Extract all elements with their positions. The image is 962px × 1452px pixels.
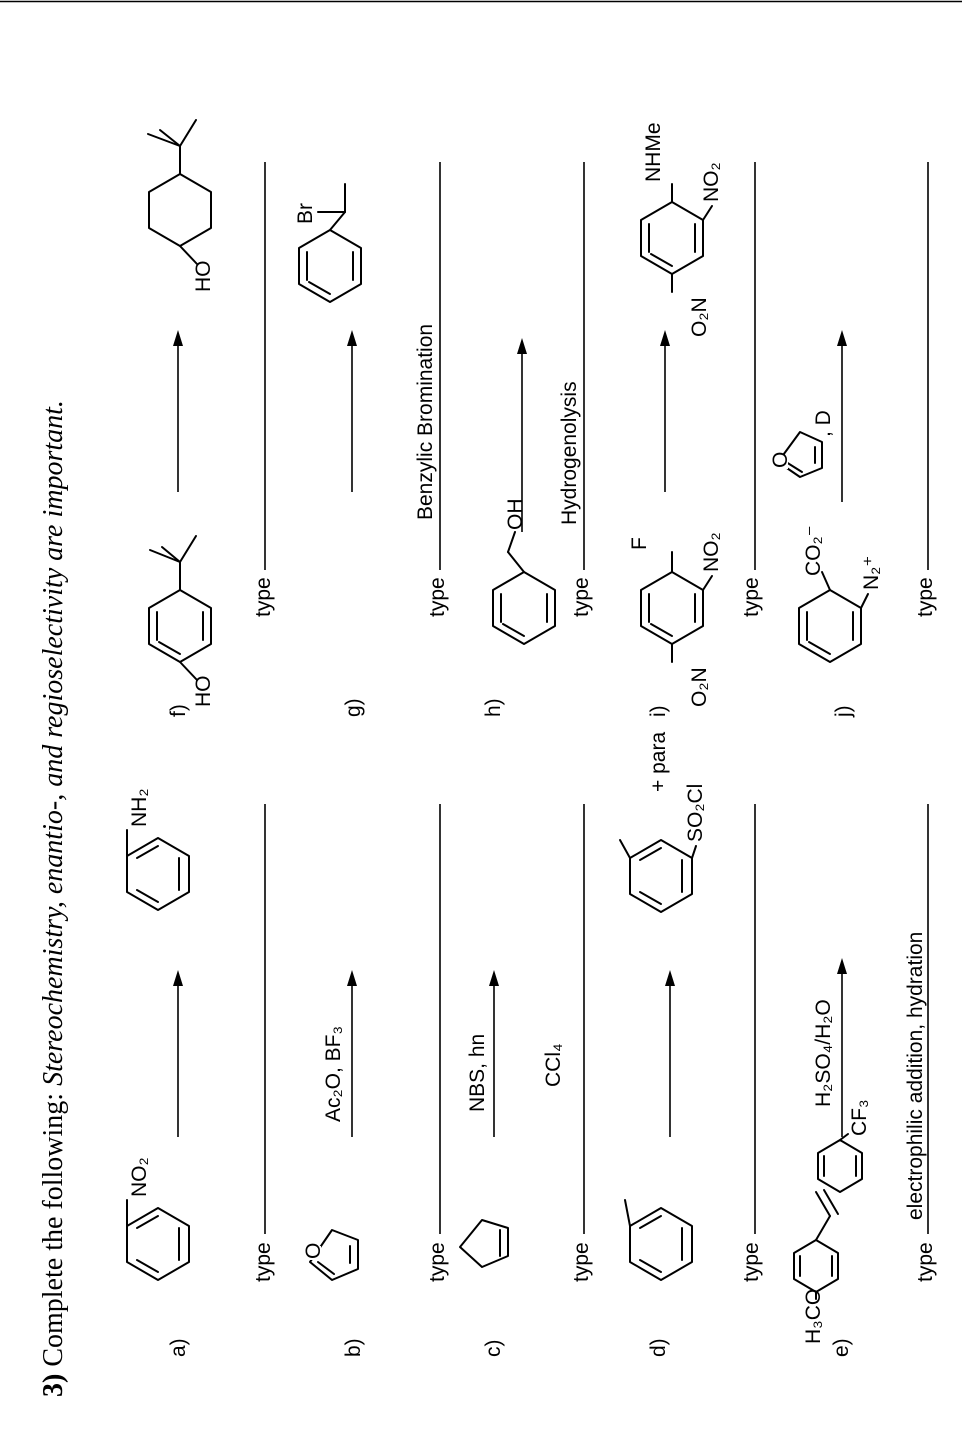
reagent-c-top: NBS, hn [466, 1033, 489, 1112]
group-co2: CO₂⁻ [802, 525, 825, 576]
group-o2n: O₂N [688, 297, 711, 337]
type-label: type [740, 1242, 763, 1282]
type-label: type [914, 1242, 937, 1282]
arrow-a [173, 970, 183, 1137]
type-row-g [414, 162, 449, 617]
molecule-b-furan [302, 1230, 358, 1280]
label-h: h) [482, 698, 505, 717]
group-n2: N₂⁺ [860, 555, 883, 590]
answer-e: electrophilic addition, hydration [904, 931, 927, 1220]
molecule-j-start [799, 525, 883, 662]
type-label: type [914, 577, 937, 617]
rotated-content [38, 120, 937, 1397]
molecule-g-product [294, 184, 361, 302]
molecule-i-start [628, 532, 723, 707]
group-f: F [628, 537, 651, 550]
molecule-a-start [127, 1157, 189, 1280]
answer-g: Benzylic Bromination [414, 323, 437, 520]
arrow-c [489, 970, 499, 1137]
arrow-i [660, 330, 670, 492]
type-label: type [426, 577, 449, 617]
reagent-e: H₂SO₄/H₂O [812, 999, 835, 1107]
para-note: + para [647, 731, 670, 792]
reagent-j: , D [812, 410, 835, 437]
group-ho: HO [192, 260, 215, 292]
group-cf3: CF₃ [848, 1099, 871, 1136]
reaction-arrows [173, 330, 847, 1137]
type-row-e [904, 804, 937, 1282]
label-f: f) [167, 704, 190, 717]
type-row-j [914, 162, 937, 617]
label-c: c) [482, 1339, 505, 1357]
type-row-c [570, 804, 593, 1282]
group-o2n: O₂N [688, 667, 711, 707]
answer-h: Hydrogenolysis [558, 381, 581, 525]
label-e: e) [830, 1338, 853, 1357]
type-label: type [252, 577, 275, 617]
arrow-e [837, 958, 847, 1137]
furan-oxygen: O [302, 1242, 325, 1259]
arrow-f [173, 330, 183, 492]
type-label: type [252, 1242, 275, 1282]
group-nh2: NH₂ [128, 788, 151, 827]
type-row-b [426, 804, 449, 1282]
label-b: b) [342, 1338, 365, 1357]
group-no2: NO₂ [700, 532, 723, 572]
group-h3co: H₃CO [802, 1288, 825, 1344]
molecule-a-product [127, 789, 189, 910]
question-heading: 3) Complete the following: Stereochemistry, enantio-, and regioselectivity are important. [38, 400, 69, 1397]
arrow-g [347, 330, 357, 492]
label-d: d) [647, 1338, 670, 1357]
label-i: i) [647, 705, 670, 717]
type-row-d [740, 804, 763, 1282]
type-row-f [252, 162, 275, 617]
molecule-h-start [493, 499, 555, 645]
type-label: type [426, 1242, 449, 1282]
arrow-j [837, 330, 847, 502]
group-so2cl: SO₂Cl [684, 783, 707, 842]
group-no2: NO₂ [700, 162, 723, 202]
type-label: type [570, 577, 593, 617]
type-row-a [252, 804, 275, 1282]
molecule-f-product [148, 120, 215, 292]
molecule-i-product [641, 122, 723, 337]
molecule-e-stilbene [794, 1099, 871, 1344]
type-row-h [558, 162, 593, 617]
label-a: a) [167, 1338, 190, 1357]
molecule-j-furan [769, 432, 822, 477]
molecule-f-start [149, 536, 215, 707]
arrow-b [347, 970, 357, 1137]
group-no2: NO₂ [128, 1157, 151, 1197]
group-oh: OH [504, 498, 527, 530]
molecule-c-cyclopentene [460, 1220, 508, 1267]
type-row-i [740, 162, 763, 617]
reagent-c-bottom: CCl₄ [542, 1043, 565, 1087]
label-g: g) [342, 698, 365, 717]
arrow-d [665, 970, 675, 1137]
label-j: j) [832, 705, 855, 717]
group-nhme: NHMe [642, 122, 665, 182]
type-label: type [570, 1242, 593, 1282]
group-br: Br [294, 203, 317, 224]
molecule-d-product [620, 732, 707, 912]
furan-oxygen: O [769, 451, 792, 468]
molecule-d-start [625, 1200, 692, 1280]
reagent-b: Ac₂O, BF₃ [322, 1025, 345, 1122]
group-ho: HO [192, 675, 215, 707]
type-label: type [740, 577, 763, 617]
